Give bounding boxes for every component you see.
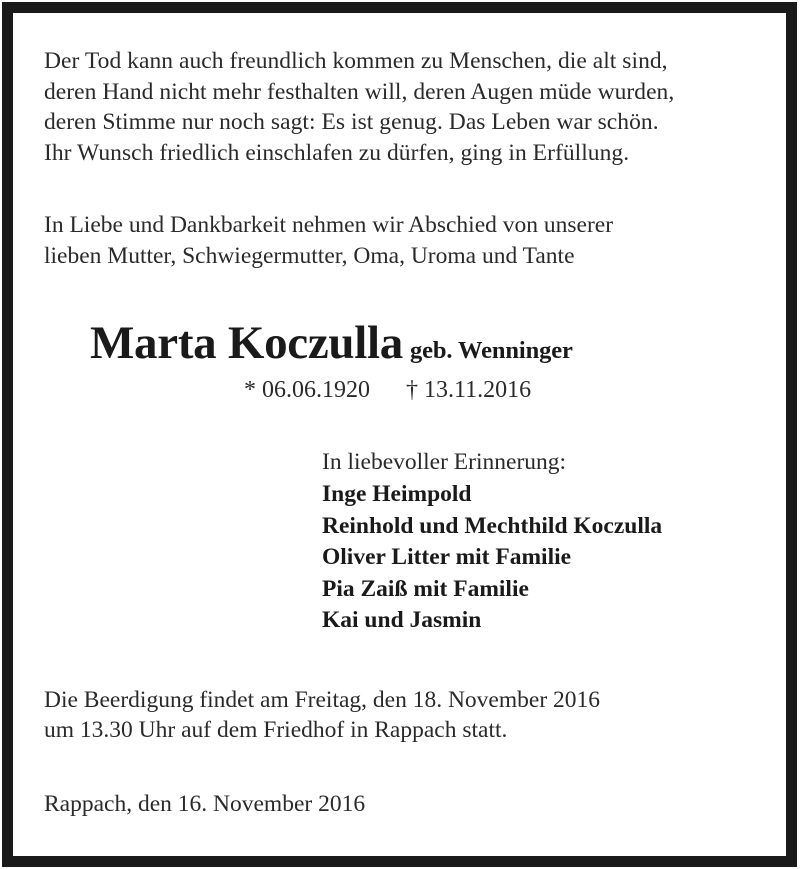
farewell-line-1: In Liebe und Dankbarkeit nehmen wir Abschied von unserer [44, 212, 614, 238]
deceased-maiden-name: geb. Wenninger [409, 337, 573, 364]
deceased-name-row [44, 318, 756, 368]
life-dates [44, 375, 756, 405]
farewell-statement [44, 210, 756, 271]
notice-content [13, 13, 786, 856]
memorial-verse [44, 46, 756, 168]
verse-line-4: Ihr Wunsch friedlich einschlafen zu dürfen, ging in Erfüllung. [44, 139, 630, 166]
funeral-line-1: Die Beerdigung findet am Freitag, den 18. November 2016 [44, 686, 601, 713]
birth-symbol-icon: * [244, 377, 256, 403]
list-item: Kai und Jasmin [322, 607, 482, 633]
verse-line-1: Der Tod kann auch freundlich kommen zu Menschen, die alt sind, [44, 48, 668, 74]
list-item: Oliver Litter mit Familie [322, 544, 572, 570]
farewell-line-2: lieben Mutter, Schwiegermutter, Oma, Uroma und Tante [44, 242, 575, 269]
funeral-details [44, 685, 756, 746]
memory-heading: In liebevoller Erinnerung: [322, 449, 567, 475]
verse-line-3: deren Stimme nur noch sagt: Es ist genug. Das Leben war schön. [44, 109, 659, 135]
verse-line-2: deren Hand nicht mehr festhalten will, deren Augen müde wurden, [44, 78, 675, 105]
funeral-line-2: um 13.30 Uhr auf dem Friedhof in Rappach statt. [44, 717, 508, 743]
cross-symbol-icon: † [406, 377, 418, 403]
list-item: Inge Heimpold [322, 481, 472, 507]
list-item: Pia Zaiß mit Familie [322, 575, 529, 602]
death-date: 13.11.2016 [424, 377, 532, 403]
mourning-border [2, 2, 797, 867]
list-item: Reinhold und Mechthild Koczulla [322, 512, 663, 539]
mourner-list [322, 479, 756, 637]
deceased-name: Marta Koczulla [90, 317, 403, 369]
memory-block [44, 447, 756, 637]
notice-place-and-date: Rappach, den 16. November 2016 [44, 790, 366, 817]
birth-date: 06.06.1920 [262, 377, 370, 403]
